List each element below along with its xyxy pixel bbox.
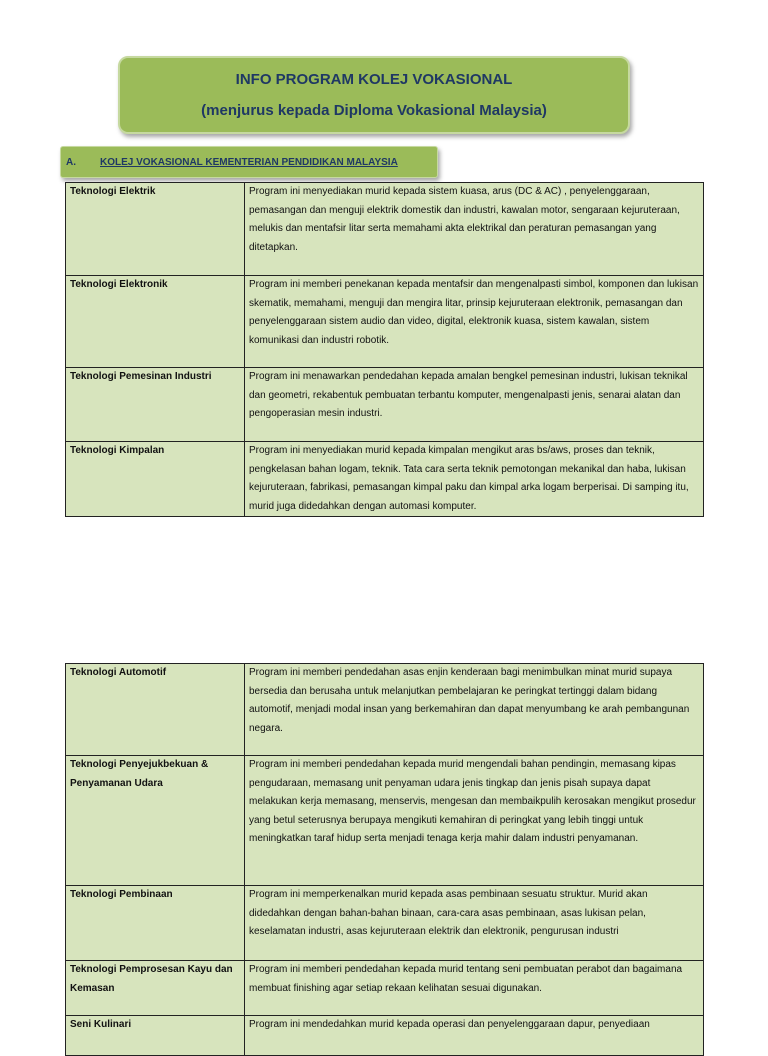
program-name: Teknologi Pembinaan <box>66 886 245 961</box>
table-row <box>66 961 704 1016</box>
section-letter: A. <box>66 157 76 168</box>
program-name: Seni Kulinari <box>66 1016 245 1056</box>
table-row <box>66 756 704 886</box>
table-row <box>66 276 704 368</box>
program-name: Teknologi Automotif <box>66 664 245 756</box>
program-name: Teknologi Kimpalan <box>66 442 245 517</box>
table-row <box>66 442 704 517</box>
section-heading <box>60 146 438 178</box>
program-description: Program ini memberi pendedahan asas enjin kenderaan bagi menimbulkan minat murid supaya bersedia dan berusaha untuk melanjutkan pembelajaran ke peringkat tertinggi dalam bidang automotif, menjadi modal insan yang berkemahiran dan dapat menyumbang ke arah pembangunan negara. <box>245 664 704 756</box>
program-description: Program ini memberi pendedahan kepada murid mengendali bahan pendingin, memasang kipas pengudaraan, memasang unit penyaman udara jenis tingkap dan jenis pisah supaya dapat melakukan kerja memasang, menservis, mengesan dan membaikpulih kerosakan mengikut prosedur yang betul seterusnya berupaya mengikuti kemahiran di peringkat yang lebih tinggi untuk meningkatkan taraf hidup serta menjadi tenaga kerja mahir dalam industri penyamanan. <box>245 756 704 886</box>
page-title: INFO PROGRAM KOLEJ VOKASIONAL <box>235 71 513 88</box>
program-name: Teknologi Elektrik <box>66 183 245 276</box>
program-description: Program ini mendedahkan murid kepada operasi dan penyelenggaraan dapur, penyediaan <box>245 1016 704 1056</box>
table-row <box>66 1016 704 1056</box>
program-table-1 <box>65 182 704 517</box>
program-name: Teknologi Pemesinan Industri <box>66 368 245 442</box>
program-description: Program ini memberi pendedahan kepada murid tentang seni pembuatan perabot dan bagaimana membuat finishing agar setiap rekaan kelihatan sesuai digunakan. <box>245 961 704 1016</box>
table-row <box>66 368 704 442</box>
program-description: Program ini memberi penekanan kepada mentafsir dan mengenalpasti simbol, komponen dan lukisan skematik, memahami, menguji dan mengira litar, prinsip kejuruteraan elektronik, pemasangan dan penyelenggaraan sistem audio dan video, digital, elektronik kuasa, sistem kawalan, sistem komunikasi dan industri robotik. <box>245 276 704 368</box>
program-name: Teknologi Elektronik <box>66 276 245 368</box>
program-description: Program ini menawarkan pendedahan kepada amalan bengkel pemesinan industri, lukisan teknikal dan geometri, rekabentuk pembuatan terbantu komputer, mengenalpasti jenis, senarai alatan dan pengoperasian mesin industri. <box>245 368 704 442</box>
program-name: Teknologi Pemprosesan Kayu dan Kemasan <box>66 961 245 1016</box>
table-row <box>66 183 704 276</box>
table-row <box>66 886 704 961</box>
table-row <box>66 664 704 756</box>
program-description: Program ini memperkenalkan murid kepada asas pembinaan sesuatu struktur. Murid akan didedahkan dengan bahan-bahan binaan, cara-cara asas pembinaan, asas lukisan pelan, keselamatan industri, asas kejuruteraan elektrik dan elektronik, pengurusan industri <box>245 886 704 961</box>
program-table-2 <box>65 663 704 1056</box>
program-description: Program ini menyediakan murid kepada kimpalan mengikut aras bs/aws, proses dan teknik, pengkelasan bahan logam, teknik. Tata cara serta teknik pemotongan mekanikal dan haba, lukisan kejuruteraan, fabrikasi, pemasangan kimpal paku dan kimpal arka logam berperisai. Di samping itu, murid juga didedahkan dengan automasi komputer. <box>245 442 704 517</box>
program-name: Teknologi Penyejukbekuan & Penyamanan Udara <box>66 756 245 886</box>
section-title: KOLEJ VOKASIONAL KEMENTERIAN PENDIDIKAN MALAYSIA <box>100 157 398 168</box>
page-subtitle: (menjurus kepada Diploma Vokasional Malaysia) <box>201 102 547 119</box>
program-description: Program ini menyediakan murid kepada sistem kuasa, arus (DC & AC) , penyelenggaraan, pemasangan dan menguji elektrik domestik dan industri, kawalan motor, sengaraan kejuruteraan, melukis dan mentafsir litar serta memahami akta elektrikal dan peraturan pemasangan yang ditetapkan. <box>245 183 704 276</box>
program-title-banner <box>118 56 630 134</box>
